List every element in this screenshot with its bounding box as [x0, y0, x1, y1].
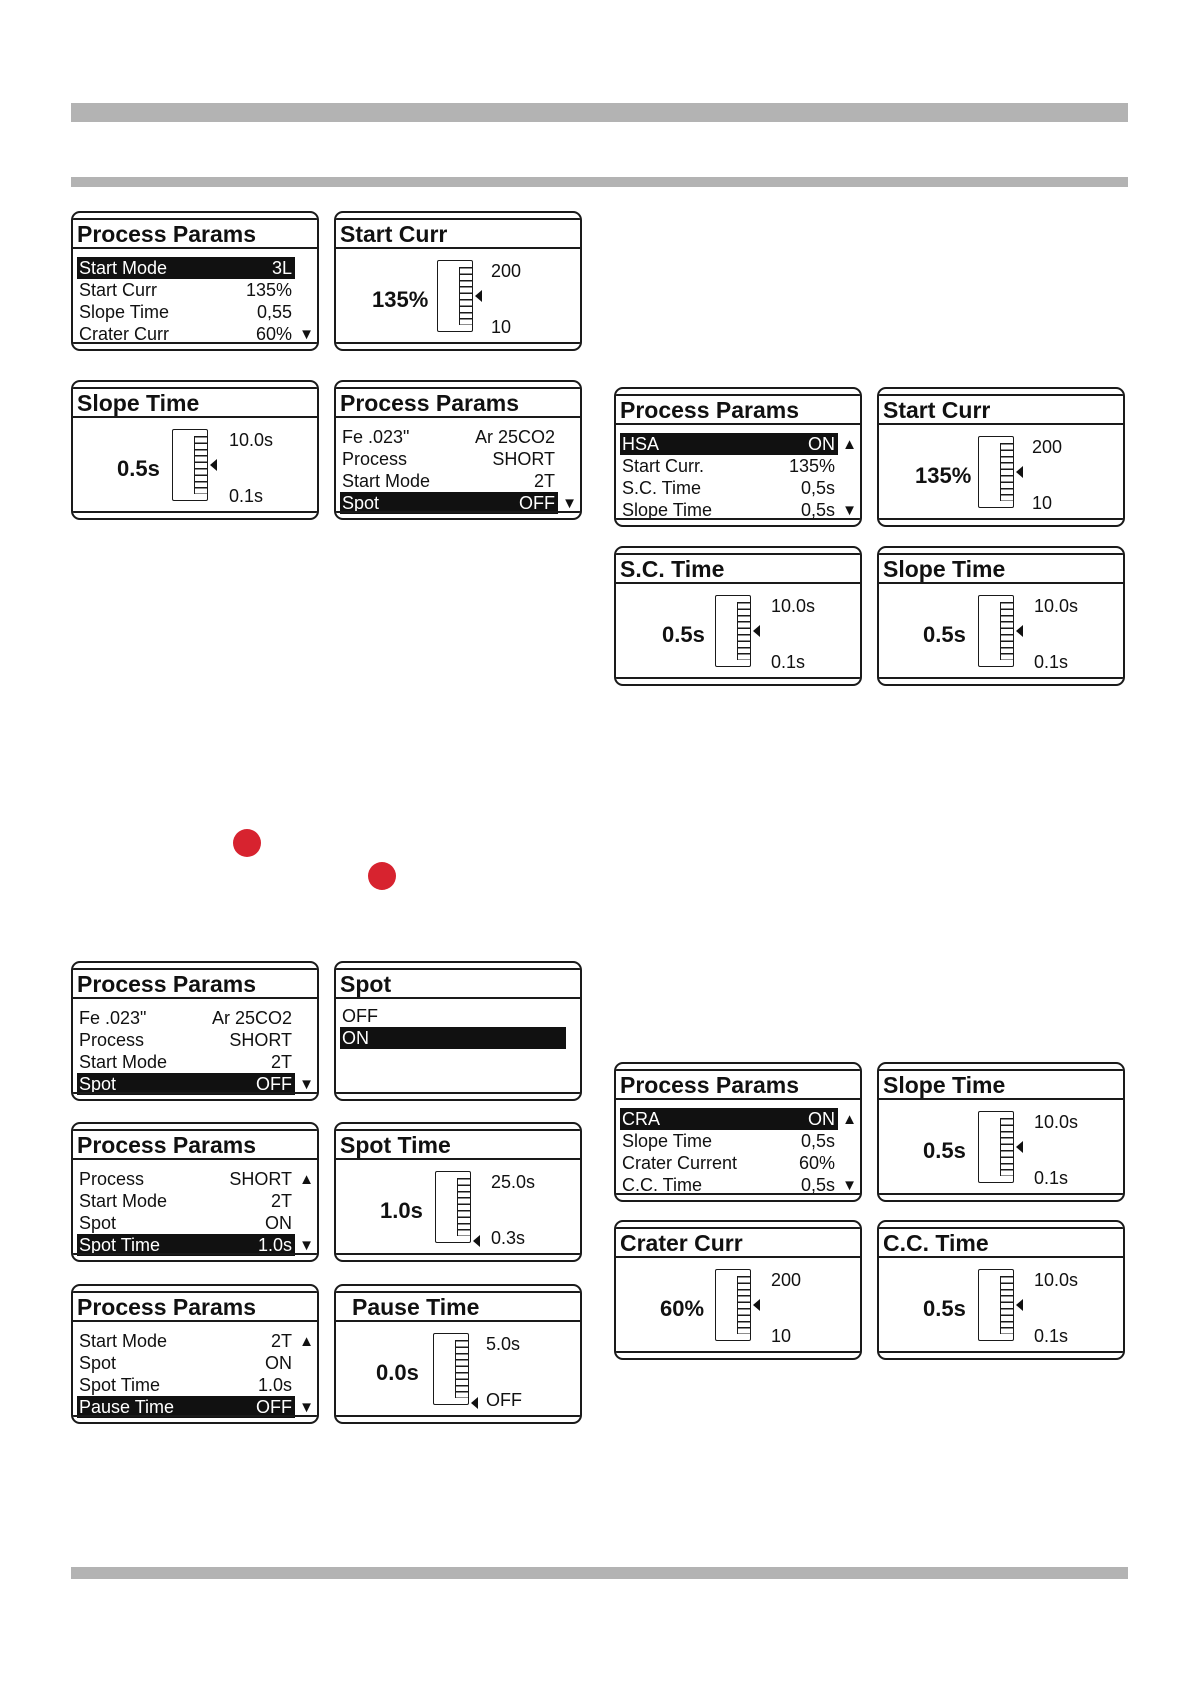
divider — [879, 518, 1123, 520]
menu-row[interactable] — [77, 301, 295, 323]
screen-title: Pause Time — [336, 1291, 580, 1322]
divider — [879, 1351, 1123, 1353]
scale-min-label: OFF — [486, 1390, 522, 1410]
time-value: 0.5s — [117, 456, 160, 481]
scale-max-label: 200 — [1032, 437, 1063, 457]
row-label: Fe .023" — [79, 1008, 147, 1028]
screen-title: Process Params — [73, 218, 317, 249]
scale-max-label: 25.0s — [491, 1172, 536, 1192]
screen-title: C.C. Time — [879, 1227, 1123, 1258]
row-label: Slope Time — [622, 1131, 713, 1151]
red-marker-dot — [233, 829, 261, 857]
scale-pointer-icon — [1016, 466, 1023, 478]
menu-row[interactable] — [620, 1152, 838, 1174]
divider — [336, 1415, 580, 1417]
scale-max-label: 10.0s — [229, 430, 274, 450]
screen-title: Process Params — [616, 394, 860, 425]
menu-row[interactable] — [620, 1130, 838, 1152]
row-label: Start Mode — [79, 1191, 168, 1211]
scale-min-label: 0.1s — [229, 486, 264, 506]
menu-row[interactable] — [77, 1029, 295, 1051]
row-value: Ar 25CO2 — [211, 1008, 292, 1028]
menu-row[interactable] — [77, 1051, 295, 1073]
menu-row[interactable] — [620, 477, 838, 499]
scale-pointer-icon — [753, 1299, 760, 1311]
menu-row-selected[interactable] — [620, 433, 838, 455]
scale-max-label: 200 — [491, 261, 522, 281]
row-value: OFF — [256, 1074, 292, 1094]
row-value: OFF — [256, 1397, 292, 1417]
row-label: Start Mode — [79, 258, 168, 278]
screen-title: Process Params — [616, 1069, 860, 1100]
scale-min-label: 0.3s — [491, 1228, 526, 1248]
divider — [336, 1092, 580, 1094]
scale-pointer-icon — [1016, 1299, 1023, 1311]
row-label: S.C. Time — [622, 478, 702, 498]
scroll-down-arrow-icon: ▼ — [299, 1237, 314, 1254]
row-value: 135% — [245, 280, 292, 300]
divider — [73, 1253, 317, 1255]
scale-max-label: 5.0s — [486, 1334, 521, 1354]
value-scale-gauge — [978, 1269, 1014, 1341]
row-label: Start Mode — [79, 1331, 168, 1351]
menu-row[interactable] — [620, 455, 838, 477]
divider — [879, 1193, 1123, 1195]
screen-title: Slope Time — [73, 387, 317, 418]
menu-row[interactable] — [340, 470, 558, 492]
row-value: SHORT — [492, 449, 555, 469]
scale-pointer-icon — [1016, 1141, 1023, 1153]
row-label: Spot — [79, 1213, 117, 1233]
row-label: Start Mode — [79, 1052, 168, 1072]
scale-min-label: 0.1s — [771, 652, 806, 672]
menu-row-selected[interactable] — [620, 1108, 838, 1130]
row-label: Process — [342, 449, 408, 469]
scroll-down-arrow-icon: ▼ — [299, 1076, 314, 1093]
scale-pointer-icon — [475, 290, 482, 302]
time-value: 1.0s — [380, 1198, 423, 1223]
row-value: ON — [265, 1353, 292, 1373]
scale-pointer-icon — [210, 459, 217, 471]
row-label: Spot — [79, 1353, 117, 1373]
divider — [616, 677, 860, 679]
row-label: Process — [79, 1169, 145, 1189]
divider — [336, 511, 580, 513]
menu-row[interactable] — [77, 1374, 295, 1396]
row-label: HSA — [622, 434, 660, 454]
scale-max-label: 10.0s — [1034, 596, 1079, 616]
menu-row[interactable] — [77, 1190, 295, 1212]
row-label: CRA — [622, 1109, 661, 1129]
menu-row[interactable] — [77, 1168, 295, 1190]
row-value: ON — [808, 1109, 835, 1129]
screen-title: S.C. Time — [616, 553, 860, 584]
row-value: 135% — [788, 456, 835, 476]
divider — [336, 1253, 580, 1255]
row-label: Crater Curr — [79, 324, 170, 344]
row-label: Process — [79, 1030, 145, 1050]
screen-title: Slope Time — [879, 1069, 1123, 1100]
start-curr-screen — [334, 211, 582, 351]
process-params-screen — [71, 1122, 319, 1262]
screen-title: Spot Time — [336, 1129, 580, 1160]
divider — [616, 1351, 860, 1353]
row-label: Spot — [79, 1074, 117, 1094]
screen-title: Slope Time — [879, 553, 1123, 584]
divider — [879, 677, 1123, 679]
scale-min-label: 10 — [1032, 493, 1053, 513]
screen-title: Process Params — [336, 387, 580, 418]
row-value: 0,5s — [800, 478, 835, 498]
scroll-down-arrow-icon: ▼ — [299, 326, 314, 343]
time-value: 0.5s — [923, 1138, 966, 1163]
process-params-screen — [334, 380, 582, 520]
scale-pointer-icon — [1016, 625, 1023, 637]
scroll-up-arrow-icon: ▲ — [299, 1333, 314, 1350]
pause-time-screen — [334, 1284, 582, 1424]
scale-max-label: 10.0s — [1034, 1270, 1079, 1290]
scroll-down-arrow-icon: ▼ — [562, 495, 577, 512]
row-value: 2T — [533, 471, 555, 491]
row-label: Slope Time — [79, 302, 170, 322]
row-value: 2T — [270, 1052, 292, 1072]
row-label: Pause Time — [79, 1397, 175, 1417]
value-scale-gauge — [437, 260, 473, 332]
screen-title: Process Params — [73, 1291, 317, 1322]
value-scale-gauge — [978, 1111, 1014, 1183]
scale-max-label: 10.0s — [1034, 1112, 1079, 1132]
row-value: 60% — [798, 1153, 835, 1173]
menu-row[interactable] — [340, 426, 558, 448]
scroll-up-arrow-icon: ▲ — [299, 1171, 314, 1188]
current-value: 135% — [915, 463, 972, 488]
divider — [73, 342, 317, 344]
spot-screen — [334, 961, 582, 1101]
scale-min-label: 0.1s — [1034, 1326, 1069, 1346]
scroll-down-arrow-icon: ▼ — [842, 502, 857, 519]
option-on-selected[interactable]: ON — [340, 1027, 566, 1049]
row-label: Spot Time — [79, 1375, 161, 1395]
screen-title: Process Params — [73, 968, 317, 999]
row-value: 2T — [270, 1331, 292, 1351]
divider — [616, 518, 860, 520]
row-value: 0,55 — [256, 302, 292, 322]
screen-title: Process Params — [73, 1129, 317, 1160]
row-label: C.C. Time — [622, 1175, 703, 1195]
row-value: 0,5s — [800, 1131, 835, 1151]
row-label: Start Mode — [342, 471, 431, 491]
divider — [73, 511, 317, 513]
start-curr-screen — [877, 387, 1125, 527]
cc-time-screen — [877, 1220, 1125, 1360]
value-scale-gauge — [978, 436, 1014, 508]
time-value: 0.5s — [923, 1296, 966, 1321]
scale-min-label: 10 — [771, 1326, 792, 1346]
row-value: 0,5s — [800, 1175, 835, 1195]
row-value: 0,5s — [800, 500, 835, 520]
process-params-screen — [614, 1062, 862, 1202]
value-scale-gauge — [715, 595, 751, 667]
scale-min-label: 10 — [491, 317, 512, 337]
row-value: 3L — [271, 258, 292, 278]
divider — [73, 1092, 317, 1094]
option-off[interactable]: OFF — [342, 1006, 378, 1026]
screen-title: Start Curr — [879, 394, 1123, 425]
menu-row[interactable] — [77, 1330, 295, 1352]
process-params-screen — [71, 1284, 319, 1424]
scale-min-label: 0.1s — [1034, 652, 1069, 672]
row-value: 2T — [270, 1191, 292, 1211]
time-value: 0.5s — [662, 622, 705, 647]
current-value: 60% — [660, 1296, 705, 1321]
menu-row[interactable] — [77, 1212, 295, 1234]
value-scale-gauge — [978, 595, 1014, 667]
scale-pointer-icon — [471, 1397, 478, 1409]
red-marker-dot — [368, 862, 396, 890]
row-value: ON — [808, 434, 835, 454]
screen-title: Crater Curr — [616, 1227, 860, 1258]
row-label: Fe .023" — [342, 427, 410, 447]
divider — [616, 1193, 860, 1195]
spot-time-screen — [334, 1122, 582, 1262]
value-scale-gauge — [433, 1333, 469, 1405]
scale-pointer-icon — [753, 625, 760, 637]
scroll-down-arrow-icon: ▼ — [842, 1177, 857, 1194]
sc-time-screen — [614, 546, 862, 686]
process-params-screen — [614, 387, 862, 527]
divider — [73, 1415, 317, 1417]
slope-time-screen — [71, 380, 319, 520]
menu-row-selected[interactable] — [77, 257, 295, 279]
screen-title: Start Curr — [336, 218, 580, 249]
menu-row[interactable] — [340, 448, 558, 470]
menu-row[interactable] — [77, 1007, 295, 1029]
row-value: Ar 25CO2 — [474, 427, 555, 447]
scroll-up-arrow-icon: ▲ — [842, 1111, 857, 1128]
time-value: 0.0s — [376, 1360, 419, 1385]
row-value: SHORT — [229, 1030, 292, 1050]
top-rule — [71, 103, 1128, 122]
scale-pointer-icon — [473, 1235, 480, 1247]
row-value: 1.0s — [257, 1235, 292, 1255]
scale-max-label: 10.0s — [771, 596, 816, 616]
scroll-up-arrow-icon: ▲ — [842, 436, 857, 453]
menu-row[interactable] — [77, 1352, 295, 1374]
row-label: Start Curr. — [622, 456, 705, 476]
value-scale-gauge — [172, 429, 208, 501]
crater-curr-screen — [614, 1220, 862, 1360]
slope-time-screen — [877, 1062, 1125, 1202]
current-value: 135% — [372, 287, 429, 312]
row-value: ON — [265, 1213, 292, 1233]
row-value: 60% — [255, 324, 292, 344]
value-scale-gauge — [715, 1269, 751, 1341]
row-value: 1.0s — [257, 1375, 292, 1395]
value-scale-gauge — [435, 1171, 471, 1243]
row-value: SHORT — [229, 1169, 292, 1189]
section-rule — [71, 177, 1128, 187]
bottom-rule — [71, 1567, 1128, 1579]
menu-row[interactable] — [77, 279, 295, 301]
row-label: Spot Time — [79, 1235, 161, 1255]
slope-time-screen — [877, 546, 1125, 686]
scale-max-label: 200 — [771, 1270, 802, 1290]
row-label: Slope Time — [622, 500, 713, 520]
process-params-screen — [71, 961, 319, 1101]
divider — [336, 342, 580, 344]
row-value: OFF — [519, 493, 555, 513]
row-label: Spot — [342, 493, 380, 513]
row-label: Start Curr — [79, 280, 158, 300]
scale-min-label: 0.1s — [1034, 1168, 1069, 1188]
time-value: 0.5s — [923, 622, 966, 647]
process-params-screen — [71, 211, 319, 351]
screen-title: Spot — [336, 968, 580, 999]
row-label: Crater Current — [622, 1153, 738, 1173]
scroll-down-arrow-icon: ▼ — [299, 1399, 314, 1416]
